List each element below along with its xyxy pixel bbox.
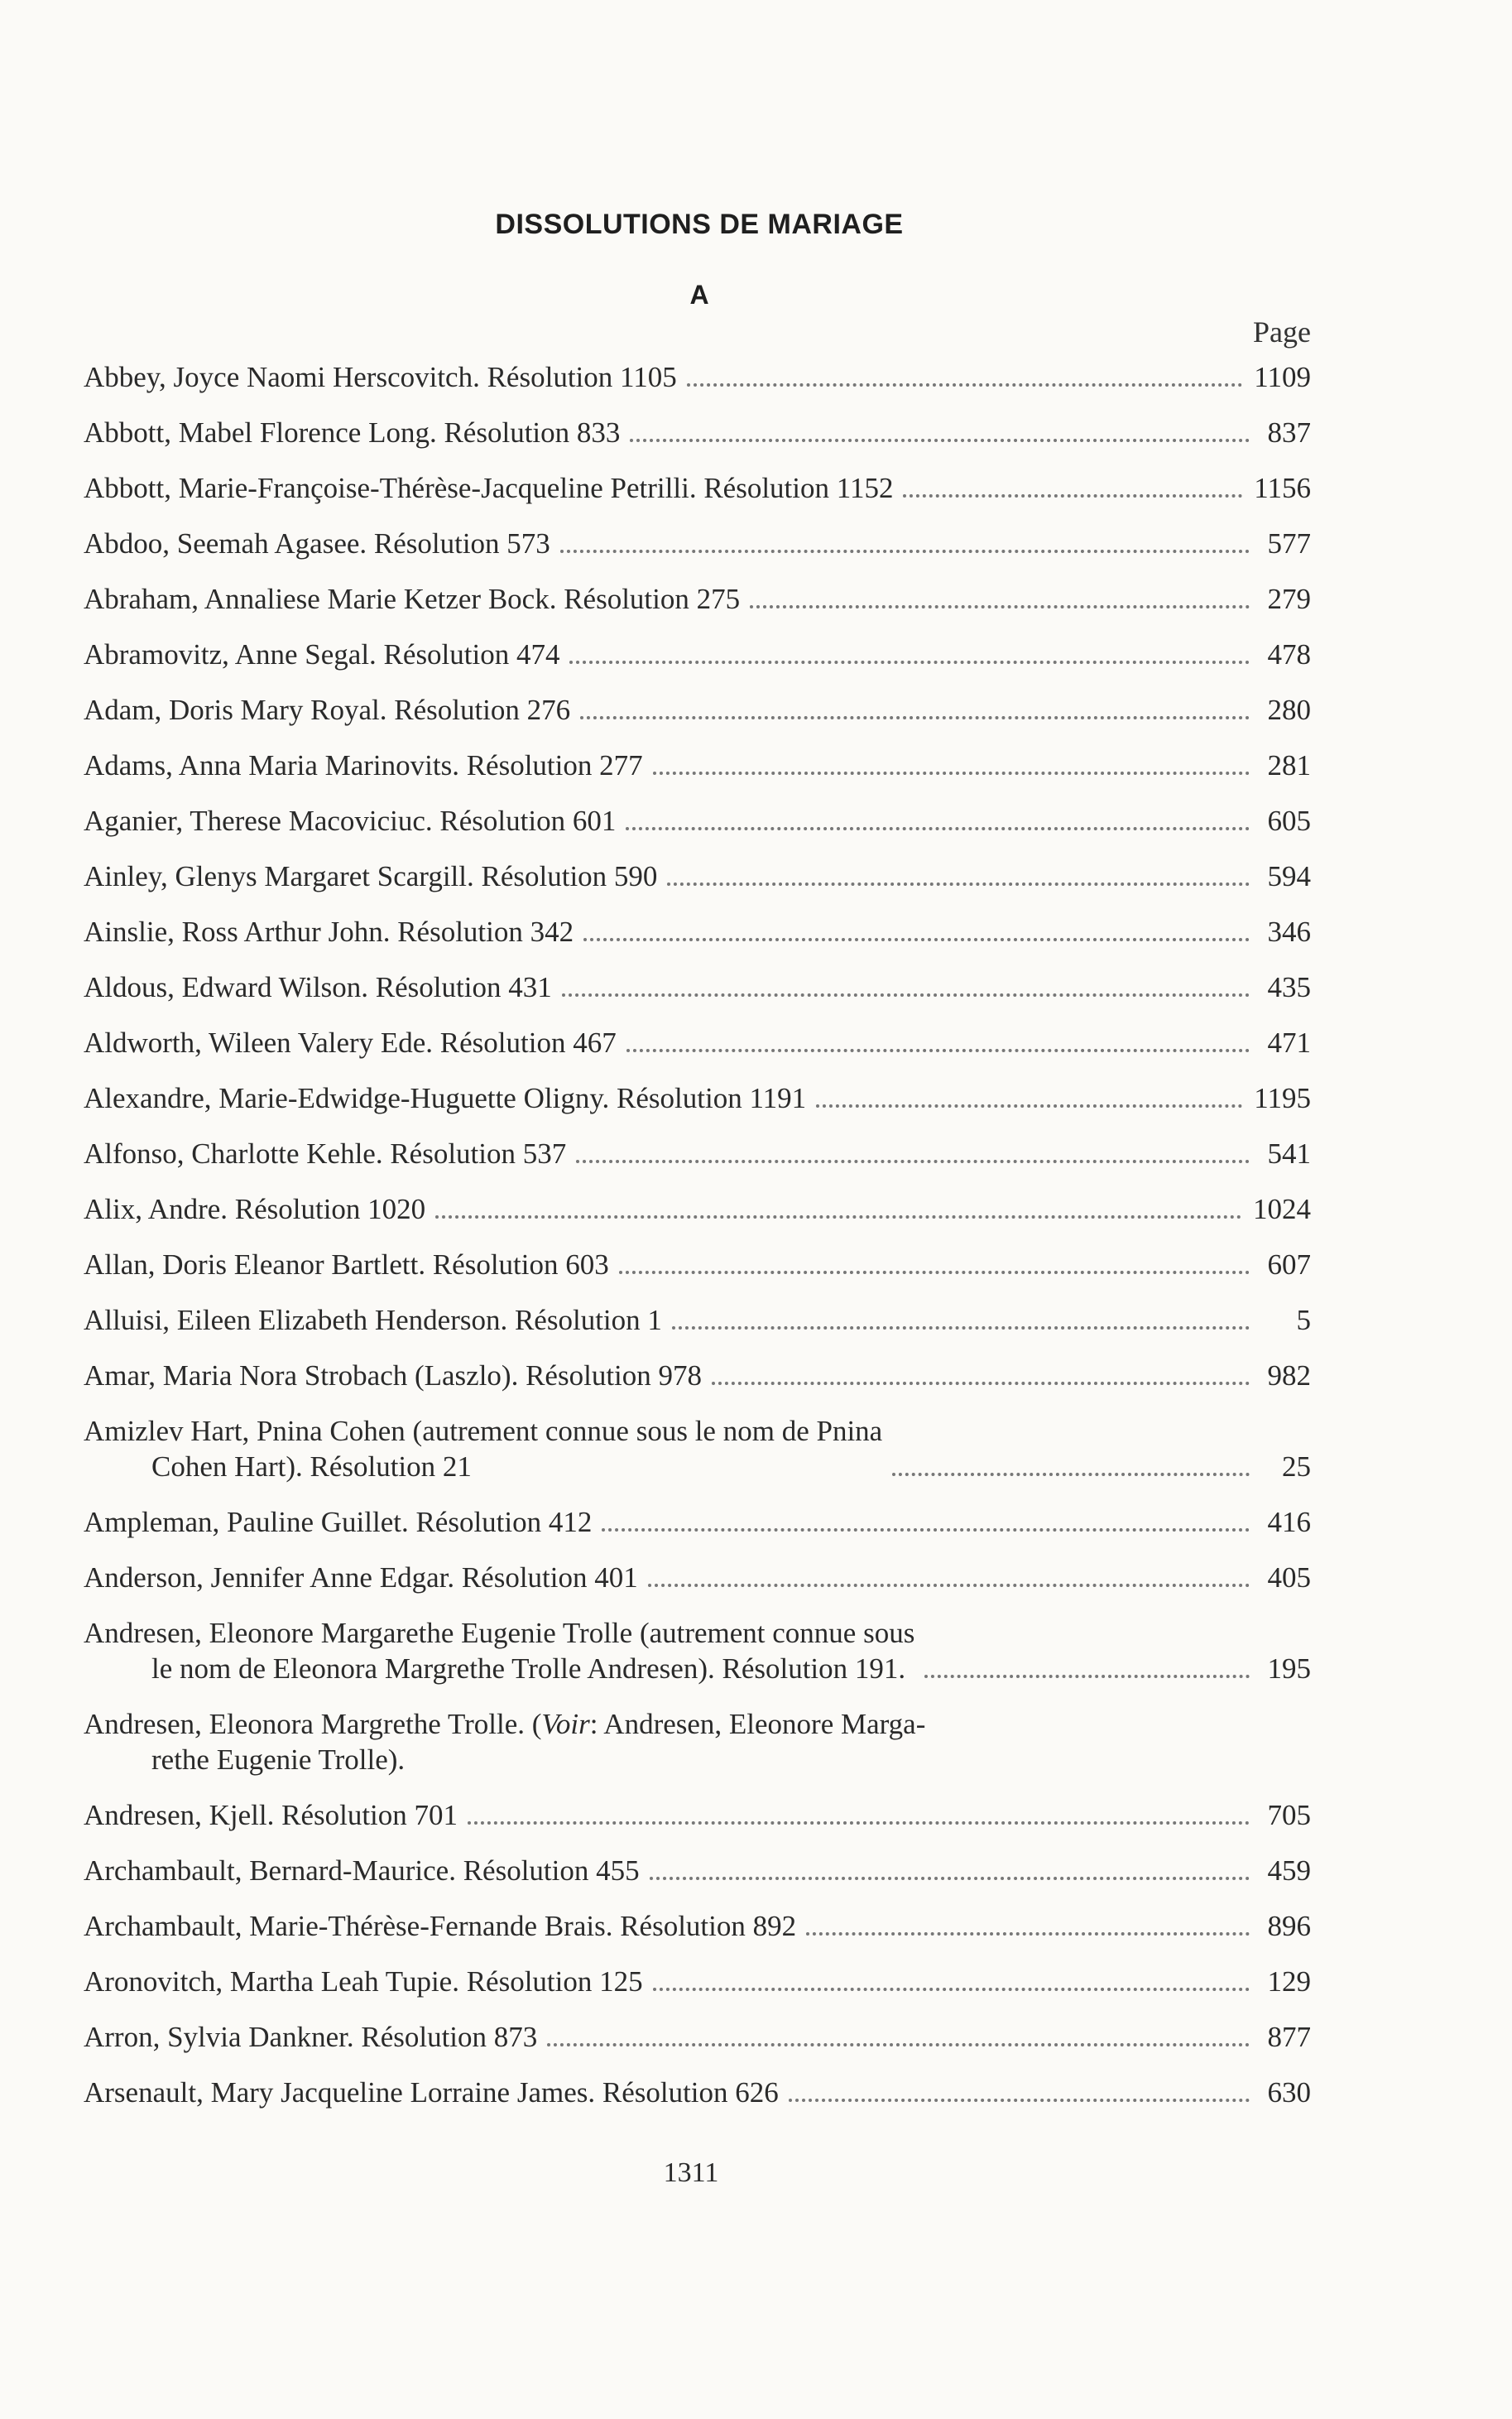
dot-leader (435, 1215, 1241, 1219)
entry-text: Anderson, Jennifer Anne Edgar. Résolution 401 (84, 1561, 638, 1594)
index-entry (84, 1358, 1311, 1393)
index-entry (84, 359, 1311, 395)
dot-leader (583, 938, 1250, 941)
entry-text: Adam, Doris Mary Royal. Résolution 276 (84, 694, 571, 726)
entry-page: 605 (1267, 805, 1311, 837)
index-entry (84, 1302, 1311, 1338)
index-entry (84, 1615, 1311, 1686)
dot-leader (648, 1584, 1250, 1587)
index-entry (84, 748, 1311, 783)
page-column-label: Page (1253, 315, 1311, 349)
entry-page: 280 (1267, 694, 1311, 726)
entry-page: 435 (1267, 971, 1311, 1003)
entry-text: Archambault, Bernard-Maurice. Résolution 455 (84, 1854, 640, 1887)
index-entry (84, 1025, 1311, 1060)
dot-leader (750, 605, 1250, 608)
dot-leader (580, 716, 1250, 719)
entry-text: Alexandre, Marie-Edwidge-Huguette Oligny. Résolution 1191 (84, 1082, 807, 1114)
entry-text: Arsenault, Mary Jacqueline Lorraine James. Résolution 626 (84, 2076, 779, 2109)
dot-leader (626, 827, 1250, 830)
entry-text-continued: rethe Eugenie Trolle). (151, 1743, 406, 1776)
entry-page: 877 (1267, 2021, 1311, 2053)
entry-page: 1109 (1254, 361, 1311, 393)
entry-text-continued: Cohen Hart). Résolution 21 (151, 1450, 472, 1483)
index-entry (84, 1504, 1311, 1540)
entry-text: Aldworth, Wileen Valery Ede. Résolution 467 (84, 1027, 617, 1059)
entry-text: Abbott, Marie-Françoise-Thérèse-Jacqueline Petrilli. Résolution 1152 (84, 472, 894, 504)
index-entry (84, 637, 1311, 672)
index-entry (84, 1413, 1311, 1484)
entry-page: 705 (1267, 1799, 1311, 1831)
index-entry (84, 581, 1311, 617)
index-entry (84, 858, 1311, 894)
index-entry (84, 415, 1311, 450)
dot-leader (687, 383, 1243, 387)
dot-leader (602, 1528, 1250, 1532)
entry-page: 279 (1267, 583, 1311, 615)
entry-page: 607 (1267, 1248, 1311, 1281)
entry-page: 630 (1267, 2076, 1311, 2109)
index-entry (84, 692, 1311, 728)
entry-text: Adams, Anna Maria Marinovits. Résolution 277 (84, 749, 643, 781)
dot-leader (667, 882, 1250, 886)
index-entry (84, 1247, 1311, 1282)
index-entry-cross-reference (84, 1706, 1311, 1777)
entry-text: Amizlev Hart, Pnina Cohen (autrement connue sous le nom de Pnina (84, 1415, 883, 1447)
index-entry (84, 1136, 1311, 1171)
index-entry (84, 2075, 1311, 2110)
dot-leader (468, 1821, 1250, 1825)
entry-text: Aronovitch, Martha Leah Tupie. Résolution 125 (84, 1965, 643, 1998)
entry-page: 471 (1267, 1027, 1311, 1059)
entry-text: Alix, Andre. Résolution 1020 (84, 1193, 426, 1225)
index-entry (84, 1560, 1311, 1595)
entry-text: Andresen, Eleonore Margarethe Eugenie Trolle (autrement connue sous (84, 1617, 915, 1649)
entry-page: 1156 (1254, 472, 1311, 504)
index-entry (84, 1964, 1311, 1999)
entry-text: Alfonso, Charlotte Kehle. Résolution 537 (84, 1137, 567, 1170)
index-entry (84, 2019, 1311, 2055)
entry-page: 281 (1267, 749, 1311, 781)
entry-page: 541 (1267, 1137, 1311, 1170)
entry-text: Ainley, Glenys Margaret Scargill. Résolution 590 (84, 860, 658, 892)
entry-page: 837 (1267, 416, 1311, 449)
entry-page: 478 (1267, 638, 1311, 671)
entry-text (84, 1706, 1311, 1742)
entry-text: Aldous, Edward Wilson. Résolution 431 (84, 971, 552, 1003)
dot-leader (626, 1049, 1250, 1052)
dot-leader (653, 1988, 1250, 1991)
entry-page: 1024 (1253, 1193, 1311, 1225)
entry-text-continued: le nom de Eleonora Margrethe Trolle Andresen). Résolution 191. (151, 1652, 906, 1685)
index-entry (84, 1080, 1311, 1116)
entry-text: Abdoo, Seemah Agasee. Résolution 573 (84, 527, 550, 560)
index-entries (84, 359, 1311, 2130)
entry-text: Allan, Doris Eleanor Bartlett. Résolution 603 (84, 1248, 609, 1281)
dot-leader (547, 2043, 1250, 2046)
entry-page: 577 (1267, 527, 1311, 560)
entry-page: 25 (1282, 1450, 1311, 1483)
dot-leader (672, 1326, 1250, 1330)
entry-page: 195 (1267, 1652, 1311, 1685)
entry-page: 405 (1267, 1561, 1311, 1594)
index-entry (84, 1908, 1311, 1944)
section-heading: DISSOLUTIONS DE MARIAGE (495, 209, 904, 240)
dot-leader (892, 1473, 1250, 1476)
dot-leader (560, 550, 1250, 553)
entry-page: 129 (1267, 1965, 1311, 1998)
index-entry (84, 1853, 1311, 1888)
entry-text: Ainslie, Ross Arthur John. Résolution 342 (84, 916, 574, 948)
dot-leader (789, 2099, 1250, 2102)
dot-leader (816, 1104, 1242, 1108)
entry-page: 594 (1267, 860, 1311, 892)
dot-leader (569, 661, 1250, 664)
entry-text: Ampleman, Pauline Guillet. Résolution 412 (84, 1506, 593, 1538)
index-entry (84, 526, 1311, 561)
entry-text: Arron, Sylvia Dankner. Résolution 873 (84, 2021, 538, 2053)
dot-leader (576, 1160, 1250, 1163)
dot-leader (562, 993, 1250, 997)
entry-text: Abramovitz, Anne Segal. Résolution 474 (84, 638, 560, 671)
entry-text: Abraham, Annaliese Marie Ketzer Bock. Résolution 275 (84, 583, 741, 615)
index-entry (84, 914, 1311, 950)
dot-leader (650, 1877, 1250, 1880)
alphabet-letter: A (689, 280, 709, 310)
entry-text: Abbey, Joyce Naomi Herscovitch. Résolution 1105 (84, 361, 677, 393)
entry-text-part: Andresen, Eleonora Margrethe Trolle. ( (84, 1708, 542, 1740)
dot-leader (903, 494, 1242, 498)
entry-text: Amar, Maria Nora Strobach (Laszlo). Résolution 978 (84, 1359, 703, 1392)
index-entry (84, 470, 1311, 506)
entry-page: 982 (1267, 1359, 1311, 1392)
index-entry (84, 803, 1311, 839)
dot-leader (806, 1932, 1250, 1936)
entry-text: Aganier, Therese Macoviciuc. Résolution 601 (84, 805, 617, 837)
dot-leader (712, 1382, 1250, 1385)
entry-page: 1195 (1254, 1082, 1311, 1114)
entry-text-part: : Andresen, Eleonore Marga- (589, 1708, 926, 1740)
dot-leader (653, 772, 1250, 775)
entry-text: Andresen, Kjell. Résolution 701 (84, 1799, 458, 1831)
voir-word: Voir (541, 1708, 590, 1740)
page-number: 1311 (663, 2157, 719, 2188)
index-entry (84, 969, 1311, 1005)
index-entry (84, 1797, 1311, 1833)
entry-text: Alluisi, Eileen Elizabeth Henderson. Résolution 1 (84, 1304, 662, 1336)
dot-leader (924, 1675, 1250, 1678)
dot-leader (619, 1271, 1250, 1274)
entry-page: 459 (1267, 1854, 1311, 1887)
entry-text: Archambault, Marie-Thérèse-Fernande Brais. Résolution 892 (84, 1910, 797, 1942)
entry-page: 416 (1267, 1506, 1311, 1538)
entry-text: Abbott, Mabel Florence Long. Résolution 833 (84, 416, 621, 449)
entry-page: 346 (1267, 916, 1311, 948)
entry-page: 5 (1296, 1304, 1311, 1336)
dot-leader (630, 439, 1250, 442)
index-entry (84, 1191, 1311, 1227)
entry-page: 896 (1267, 1910, 1311, 1942)
